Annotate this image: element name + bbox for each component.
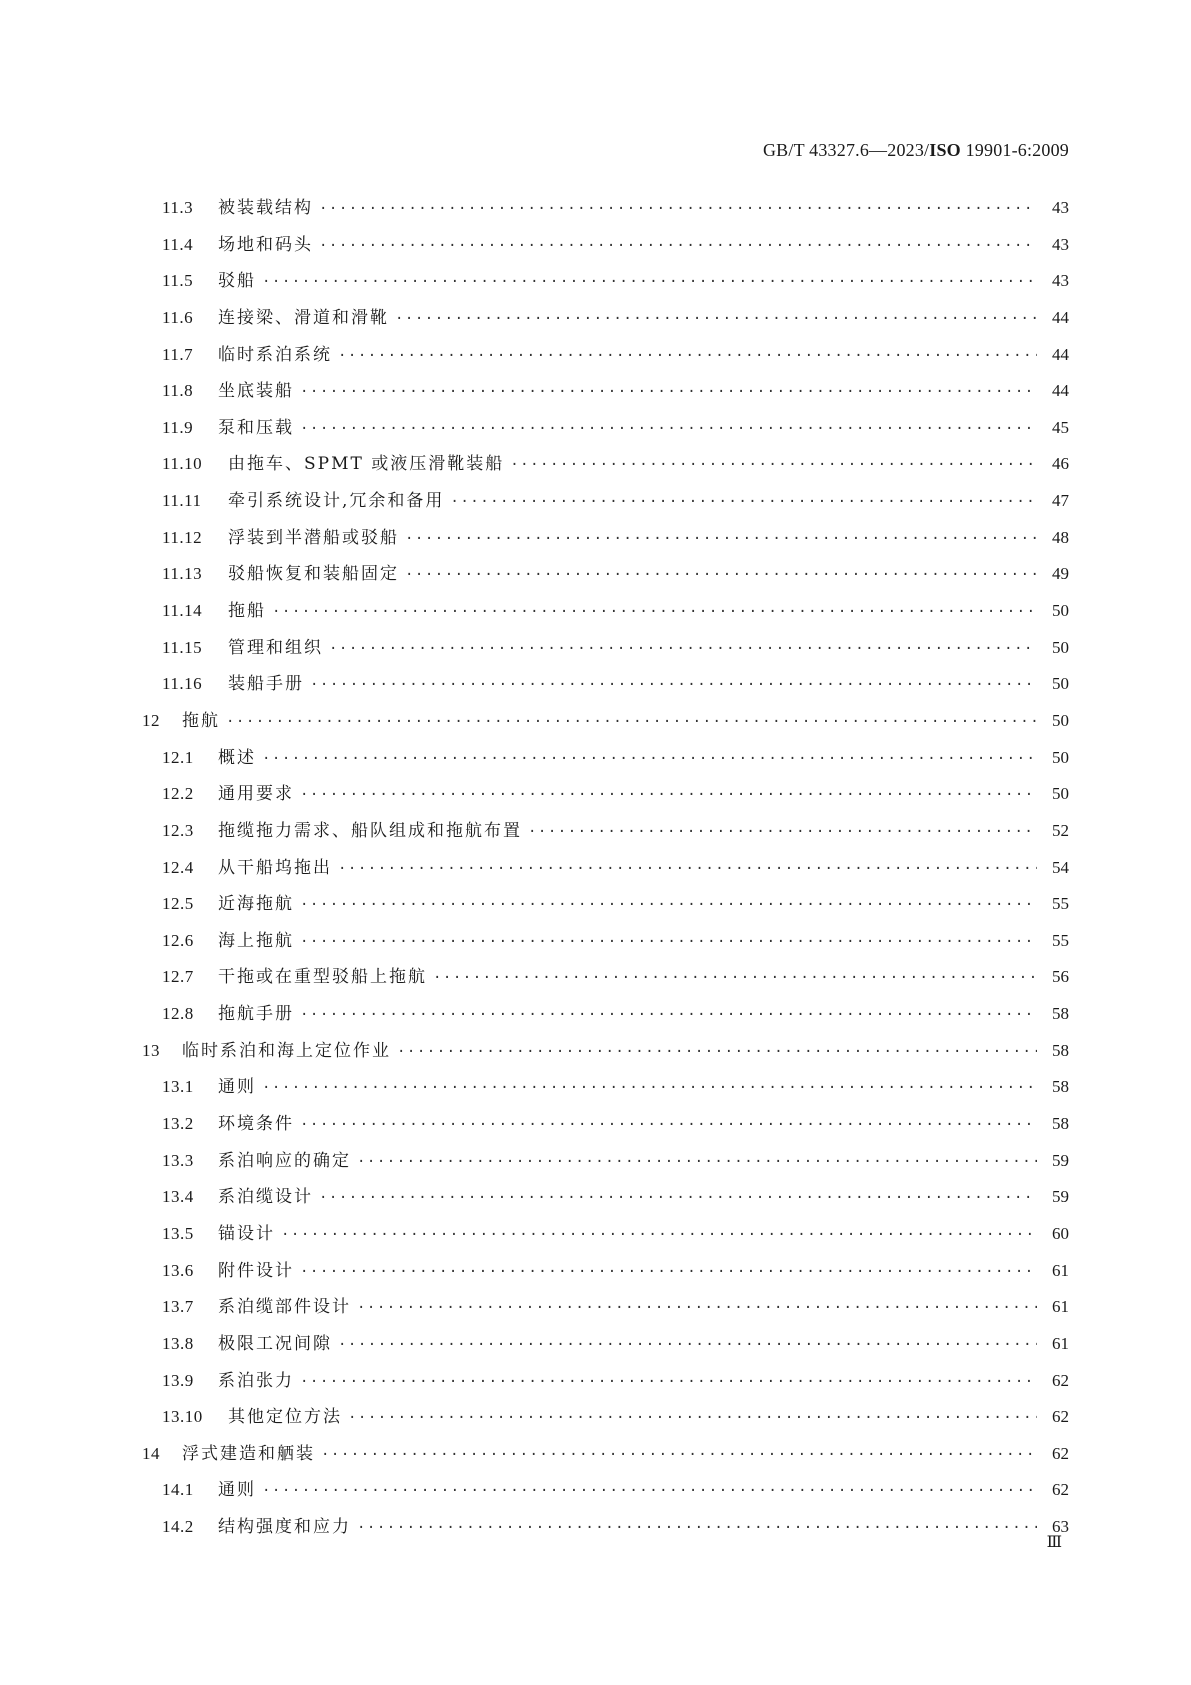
toc-entry-number: 11.10 <box>162 454 203 474</box>
toc-entry-page: 58 <box>1052 1040 1069 1060</box>
toc-dot-leader <box>319 1180 1037 1217</box>
toc-dot-leader <box>300 777 1037 814</box>
toc-entry-title: 装船手册 <box>228 674 304 695</box>
toc-dot-leader <box>300 1364 1037 1401</box>
toc-entry-page: 58 <box>1052 1004 1069 1024</box>
toc-entry-number: 12.3 <box>162 820 194 840</box>
toc-entry-title: 系泊缆部件设计 <box>218 1297 351 1318</box>
toc-entry-page: 61 <box>1052 1297 1069 1317</box>
toc-entry-page: 45 <box>1052 417 1069 437</box>
toc-entry-page: 58 <box>1052 1077 1069 1097</box>
toc-section-entry[interactable] <box>140 850 1069 887</box>
toc-entry-number: 13.5 <box>162 1223 194 1243</box>
toc-entry-page: 49 <box>1052 564 1069 584</box>
toc-dot-leader <box>348 1400 1037 1437</box>
toc-entry-page: 59 <box>1052 1187 1069 1207</box>
toc-dot-leader <box>395 301 1037 338</box>
standard-code: GB/T 43327.6—2023/ <box>762 140 930 160</box>
toc-entry-page: 60 <box>1052 1223 1069 1243</box>
toc-entry-number: 12.7 <box>162 967 194 987</box>
toc-section-entry[interactable] <box>140 740 1069 777</box>
toc-section-entry[interactable] <box>140 300 1069 337</box>
toc-entry-page: 43 <box>1052 198 1069 217</box>
toc-section-entry[interactable] <box>140 446 1069 483</box>
toc-dot-leader <box>226 704 1037 741</box>
toc-dot-leader <box>405 557 1037 594</box>
toc-section-entry[interactable] <box>140 483 1069 520</box>
toc-entry-title: 驳船恢复和装船固定 <box>228 564 399 585</box>
toc-entry-number: 12.5 <box>162 894 194 914</box>
toc-entry-page: 50 <box>1052 637 1069 657</box>
toc-dot-leader <box>300 1254 1037 1291</box>
toc-dot-leader <box>319 228 1037 265</box>
toc-dot-leader <box>405 521 1037 558</box>
toc-entry-number: 14 <box>142 1443 160 1463</box>
toc-dot-leader <box>321 1437 1037 1474</box>
iso-number: 19901-6:2009 <box>960 140 1069 160</box>
toc-entry-page: 50 <box>1052 674 1069 694</box>
toc-dot-leader <box>300 411 1037 448</box>
toc-entry-page: 55 <box>1052 894 1069 914</box>
toc-section-entry[interactable] <box>140 1216 1069 1253</box>
toc-entry-page: 56 <box>1052 967 1069 987</box>
toc-entry-page: 43 <box>1052 271 1069 291</box>
toc-entry-title: 连接梁、滑道和滑靴 <box>218 307 389 328</box>
toc-entry-number: 12.1 <box>162 747 194 767</box>
toc-dot-leader <box>262 741 1037 778</box>
toc-entry-page: 63 <box>1052 1517 1069 1537</box>
toc-entry-title: 驳船 <box>218 271 256 292</box>
toc-entry-number: 12.6 <box>162 930 194 950</box>
toc-entry-number: 11.15 <box>162 637 203 657</box>
toc-entry-number: 13.8 <box>162 1333 194 1353</box>
toc-entry-page: 47 <box>1052 491 1069 511</box>
document-header <box>763 140 1069 161</box>
toc-entry-number: 13.10 <box>162 1407 203 1427</box>
toc-chapter-entry[interactable] <box>140 703 1069 740</box>
toc-section-entry[interactable] <box>140 1069 1069 1106</box>
toc-dot-leader <box>338 851 1037 888</box>
toc-entry-title: 通则 <box>218 1077 256 1098</box>
toc-entry-title: 系泊响应的确定 <box>218 1150 351 1171</box>
toc-entry-page: 50 <box>1052 601 1069 621</box>
toc-entry-title: 浮式建造和舾装 <box>182 1443 315 1464</box>
toc-entry-title: 概述 <box>218 747 256 768</box>
toc-section-entry[interactable] <box>140 1472 1069 1509</box>
toc-entry-number: 11.11 <box>162 491 202 511</box>
toc-entry-number: 11.14 <box>162 601 203 621</box>
toc-entry-title: 其他定位方法 <box>228 1407 342 1428</box>
toc-entry-page: 58 <box>1052 1114 1069 1134</box>
toc-dot-leader <box>262 1473 1037 1510</box>
toc-entry-page: 44 <box>1052 381 1069 401</box>
toc-entry-page: 59 <box>1052 1150 1069 1170</box>
toc-entry-page: 50 <box>1052 784 1069 804</box>
toc-dot-leader <box>510 447 1037 484</box>
toc-section-entry[interactable] <box>140 373 1069 410</box>
toc-entry-number: 14.2 <box>162 1517 194 1537</box>
toc-entry-title: 由拖车、SPMT 或液压滑靴装船 <box>228 454 505 475</box>
toc-dot-leader <box>357 1510 1037 1547</box>
toc-dot-leader <box>272 594 1037 631</box>
toc-dot-leader <box>300 997 1037 1034</box>
toc-entry-title: 环境条件 <box>218 1114 294 1135</box>
toc-entry-page: 61 <box>1052 1260 1069 1280</box>
toc-dot-leader <box>397 1034 1037 1071</box>
toc-entry-title: 近海拖航 <box>218 894 294 915</box>
toc-dot-leader <box>281 1217 1037 1254</box>
toc-entry-title: 通则 <box>218 1480 256 1501</box>
toc-entry-number: 12.2 <box>162 784 194 804</box>
toc-section-entry[interactable] <box>140 1253 1069 1290</box>
toc-entry-number: 12.4 <box>162 857 194 877</box>
toc-entry-page: 46 <box>1052 454 1069 474</box>
toc-entry-page: 54 <box>1052 857 1069 877</box>
toc-entry-page: 62 <box>1052 1480 1069 1500</box>
toc-section-entry[interactable] <box>140 556 1069 593</box>
toc-chapter-entry[interactable] <box>140 1033 1069 1070</box>
toc-section-entry[interactable] <box>140 886 1069 923</box>
toc-entry-title: 浮装到半潜船或驳船 <box>228 527 399 548</box>
toc-entry-page: 62 <box>1052 1443 1069 1463</box>
toc-entry-number: 13.6 <box>162 1260 194 1280</box>
toc-section-entry[interactable] <box>140 190 1069 227</box>
toc-entry-number: 13.1 <box>162 1077 194 1097</box>
toc-entry-number: 13.7 <box>162 1297 194 1317</box>
toc-entry-number: 11.7 <box>162 344 194 364</box>
toc-entry-title: 管理和组织 <box>228 637 323 658</box>
toc-section-entry[interactable] <box>140 959 1069 996</box>
toc-section-entry[interactable] <box>140 1106 1069 1143</box>
toc-section-entry[interactable] <box>140 520 1069 557</box>
toc-entry-number: 11.3 <box>162 198 194 217</box>
toc-chapter-entry[interactable] <box>140 1436 1069 1473</box>
toc-entry-number: 11.4 <box>162 234 194 254</box>
toc-section-entry[interactable] <box>140 337 1069 374</box>
toc-section-entry[interactable] <box>140 593 1069 630</box>
toc-section-entry[interactable] <box>140 1326 1069 1363</box>
toc-entry-title: 拖船 <box>228 601 266 622</box>
toc-entry-page: 62 <box>1052 1370 1069 1390</box>
toc-section-entry[interactable] <box>140 1509 1069 1546</box>
toc-entry-number: 13.9 <box>162 1370 194 1390</box>
toc-entry-page: 50 <box>1052 710 1069 730</box>
toc-section-entry[interactable] <box>140 813 1069 850</box>
toc-dot-leader <box>262 1070 1037 1107</box>
toc-section-entry[interactable] <box>140 1399 1069 1436</box>
iso-label: ISO <box>929 140 961 160</box>
toc-entry-title: 极限工况间隙 <box>218 1333 332 1354</box>
toc-section-entry[interactable] <box>140 776 1069 813</box>
toc-dot-leader <box>338 1327 1037 1364</box>
toc-section-entry[interactable] <box>140 630 1069 667</box>
toc-entry-title: 拖航手册 <box>218 1004 294 1025</box>
toc-section-entry[interactable] <box>140 1143 1069 1180</box>
toc-entry-number: 11.5 <box>162 271 194 291</box>
toc-entry-page: 52 <box>1052 820 1069 840</box>
toc-entry-number: 12 <box>142 710 160 730</box>
toc-entry-page: 50 <box>1052 747 1069 767</box>
toc-entry-title: 海上拖航 <box>218 930 294 951</box>
toc-entry-title: 牵引系统设计,冗余和备用 <box>228 491 445 512</box>
toc-section-entry[interactable] <box>140 923 1069 960</box>
toc-entry-page: 62 <box>1052 1407 1069 1427</box>
toc-dot-leader <box>433 960 1037 997</box>
toc-dot-leader <box>262 264 1037 301</box>
toc-entry-page: 48 <box>1052 527 1069 547</box>
toc-entry-number: 11.8 <box>162 381 194 401</box>
toc-entry-title: 结构强度和应力 <box>218 1517 351 1538</box>
toc-section-entry[interactable] <box>140 666 1069 703</box>
toc-entry-number: 13 <box>142 1040 160 1060</box>
toc-entry-title: 从干船坞拖出 <box>218 857 332 878</box>
toc-entry-number: 11.6 <box>162 307 194 327</box>
toc-section-entry[interactable] <box>140 1179 1069 1216</box>
toc-entry-number: 11.9 <box>162 417 194 437</box>
toc-section-entry[interactable] <box>140 1289 1069 1326</box>
toc-entry-title: 拖航 <box>182 710 220 731</box>
toc-dot-leader <box>357 1144 1037 1181</box>
toc-section-entry[interactable] <box>140 227 1069 264</box>
toc-entry-number: 12.8 <box>162 1004 194 1024</box>
toc-dot-leader <box>300 887 1037 924</box>
toc-section-entry[interactable] <box>140 996 1069 1033</box>
toc-entry-title: 系泊缆设计 <box>218 1187 313 1208</box>
toc-entry-title: 锚设计 <box>218 1223 275 1244</box>
toc-entry-number: 13.3 <box>162 1150 194 1170</box>
page-number: Ⅲ <box>1046 1534 1063 1551</box>
toc-entry-number: 11.16 <box>162 674 203 694</box>
toc-dot-leader <box>300 924 1037 961</box>
toc-dot-leader <box>300 374 1037 411</box>
toc-dot-leader <box>310 667 1037 704</box>
toc-dot-leader <box>319 191 1037 228</box>
toc-entry-number: 11.12 <box>162 527 203 547</box>
toc-dot-leader <box>338 338 1037 375</box>
toc-entry-page: 61 <box>1052 1333 1069 1353</box>
toc-entry-title: 泵和压载 <box>218 417 294 438</box>
toc-entry-page: 55 <box>1052 930 1069 950</box>
toc-entry-number: 13.4 <box>162 1187 194 1207</box>
toc-dot-leader <box>450 484 1037 521</box>
toc-entry-title: 被装载结构 <box>218 198 313 218</box>
toc-entry-title: 场地和码头 <box>218 234 313 255</box>
toc-entry-number: 14.1 <box>162 1480 194 1500</box>
toc-section-entry[interactable] <box>140 410 1069 447</box>
toc-entry-title: 附件设计 <box>218 1260 294 1281</box>
toc-dot-leader <box>528 814 1037 851</box>
toc-dot-leader <box>357 1290 1037 1327</box>
toc-entry-title: 坐底装船 <box>218 381 294 402</box>
toc-entry-title: 干拖或在重型驳船上拖航 <box>218 967 427 988</box>
toc-section-entry[interactable] <box>140 263 1069 300</box>
toc-entry-title: 临时系泊系统 <box>218 344 332 365</box>
toc-entry-title: 系泊张力 <box>218 1370 294 1391</box>
toc-dot-leader <box>300 1107 1037 1144</box>
toc-entry-page: 43 <box>1052 234 1069 254</box>
toc-dot-leader <box>329 631 1037 668</box>
toc-entry-title: 拖缆拖力需求、船队组成和拖航布置 <box>218 820 522 841</box>
toc-entry-number: 11.13 <box>162 564 203 584</box>
toc-section-entry[interactable] <box>140 1363 1069 1400</box>
toc-entry-page: 44 <box>1052 344 1069 364</box>
toc-entry-title: 临时系泊和海上定位作业 <box>182 1040 391 1061</box>
toc-entry-page: 44 <box>1052 307 1069 327</box>
toc-entry-title: 通用要求 <box>218 784 294 805</box>
toc-entry-number: 13.2 <box>162 1114 194 1134</box>
table-of-contents <box>140 190 1069 1546</box>
